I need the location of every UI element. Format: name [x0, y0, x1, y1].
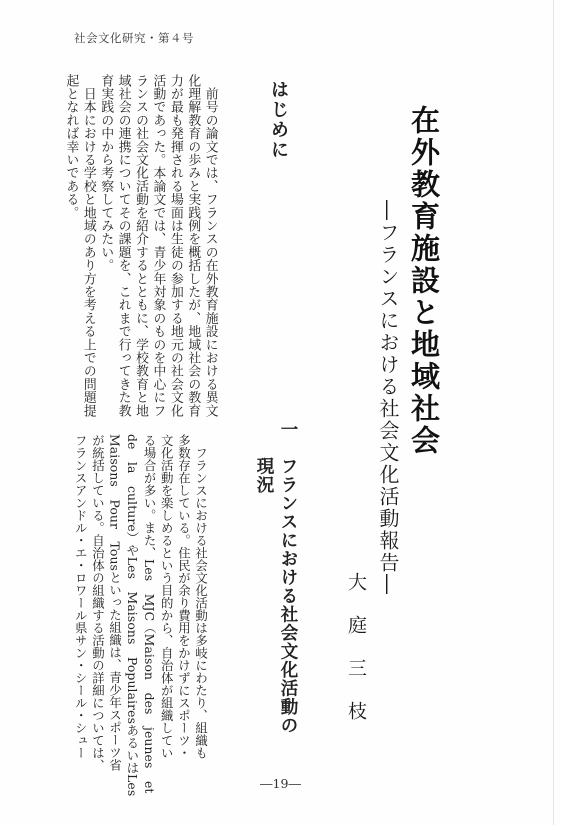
author-name: 大庭三枝: [345, 572, 367, 744]
section-heading-intro: はじめに: [268, 80, 289, 160]
page-fold-shadow: [553, 0, 554, 825]
running-header: 社会文化研究・第４号: [74, 31, 194, 45]
page-number: ―19―: [260, 776, 301, 791]
section-1-body-text: フランスにおける社会文化活動は多岐にわたり、組織も 多数存在している。住民が余り費用をかけずにスポーツ・ 文化活動を楽しめるという目的から、自治体が組織してい る場合が多い。また、Les MJC（Maison des jeunes et de la culture）やLes Maisons PopulairesあるいはLes Maisons Pour Tousといった組織は、青少年スポーツ省 が統括している。自治体の組織する活動の詳細については、 フランスアンドル・エ・ロワール県サン・シール・シュー: [73, 434, 209, 797]
article-subtitle: ―フランスにおける社会文化活動報告―: [376, 200, 400, 596]
article-title: 在外教育施設と地域社会: [407, 105, 441, 457]
intro-body-text: 前号の論文では、フランスの在外教育施設における異文 化理解教育の歩みと実践例を概括したが、地域社会の教育 力が最も発揮される場面は生徒の参加する地元の社会文化 活動であった。本論文では、青少年対象のものを中心にフ ランスの社会文化活動を紹介するとともに、学校教育と地 域社会の連携についてその課題を、これまで行ってきた教 育実践の中から考察してみたい。 日本における学校と地域のあり方を考える上での問題提 起となれば幸いである。: [63, 74, 218, 418]
section-heading-1: 一 フランスにおける社会文化活動の 現況: [254, 420, 298, 735]
